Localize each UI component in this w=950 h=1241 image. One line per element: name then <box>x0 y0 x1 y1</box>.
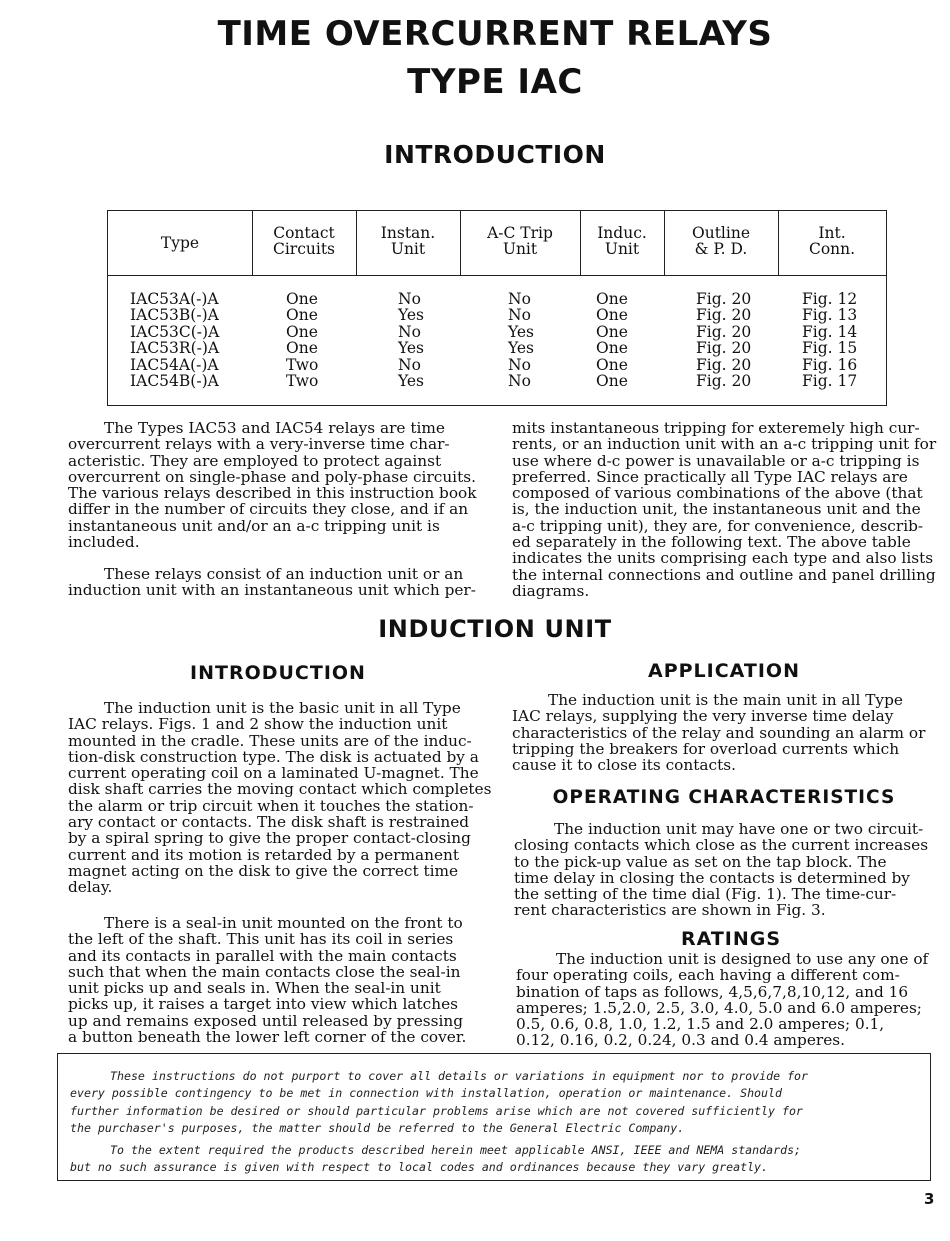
text-line: tion-disk construction type. The disk is actuated by a <box>68 747 479 766</box>
text-line: every possible contingency to be met in connection with installation, operation or maintenance. Should <box>70 1086 782 1101</box>
text-line: 0.5, 0.6, 0.8, 1.0, 1.2, 1.5 and 2.0 amperes; 0.1, <box>516 1015 885 1034</box>
text-line: The induction unit is designed to use any one of <box>556 950 929 968</box>
header-induc-unit: Induc. Unit <box>597 224 647 258</box>
table-cell: One <box>596 306 628 325</box>
ratings-paragraph <box>516 951 938 1049</box>
table-cell: IAC53B(-)A <box>130 306 219 325</box>
text-line: the setting of the time dial (Fig. 1). The time-cur- <box>514 885 897 904</box>
table-cell: No <box>508 372 531 391</box>
table-cell: Fig. 13 <box>802 306 858 325</box>
text-line: is, the induction unit, the instantaneous unit and the <box>512 500 921 519</box>
induction-intro-paragraph-1 <box>68 700 490 896</box>
application-paragraph <box>512 692 936 773</box>
header-ac-trip-unit: A-C Trip Unit <box>487 224 553 258</box>
relay-units-table <box>107 210 887 406</box>
text-line: diagrams. <box>512 581 590 600</box>
text-line: magnet acting on the disk to give the correct time <box>68 861 459 880</box>
table-cell: Yes <box>508 339 535 358</box>
text-line: The induction unit is the main unit in all Type <box>548 691 903 709</box>
text-line: the alarm or trip circuit when it touches the station- <box>68 796 474 815</box>
table-cell: Yes <box>398 306 425 325</box>
text-line: 0.12, 0.16, 0.2, 0.24, 0.3 and 0.4 amperes. <box>516 1031 845 1050</box>
disclaimer-paragraph-2 <box>70 1142 801 1177</box>
table-cell: One <box>286 322 318 341</box>
text-line: indicates the units comprising each type and also lists <box>512 549 934 568</box>
text-line: the purchaser's purposes, the matter should be referred to the General Electric Company. <box>70 1120 685 1135</box>
table-cell: No <box>398 355 421 374</box>
table-cell: Yes <box>398 339 425 358</box>
text-line: tripping the breakers for overload currents which <box>512 739 900 758</box>
table-cell: No <box>398 290 421 308</box>
text-line: the internal connections and outline and panel drilling <box>512 565 936 584</box>
table-cell: One <box>286 306 318 325</box>
text-line: rent characteristics are shown in Fig. 3. <box>514 901 826 920</box>
text-line: closing contacts which close as the current increases <box>514 836 929 855</box>
document-title-line1: TIME OVERCURRENT RELAYS <box>217 14 773 54</box>
table-cell: One <box>596 339 628 358</box>
table-cell: Two <box>286 355 319 374</box>
table-cell: No <box>508 290 531 308</box>
table-cell: Fig. 20 <box>696 339 752 358</box>
table-cell: One <box>596 372 628 391</box>
text-line: overcurrent on single-phase and poly-phase circuits. <box>68 467 476 486</box>
table-cell: Fig. 12 <box>802 290 858 308</box>
text-line: acteristic. They are employed to protect against <box>68 451 442 470</box>
text-line: and its contacts in parallel with the main contacts <box>68 946 457 965</box>
table-cell: IAC53A(-)A <box>130 290 219 308</box>
header-type: Type <box>160 234 200 252</box>
text-line: These relays consist of an induction unit or an <box>104 565 464 583</box>
text-line: The Types IAC53 and IAC54 relays are time <box>104 419 445 437</box>
text-line: current operating coil on a laminated U-magnet. The <box>68 764 479 783</box>
header-instan-unit: Instan. Unit <box>380 224 436 258</box>
intro-paragraph-2 <box>68 566 488 599</box>
header-int-conn: Int. Conn. <box>808 224 856 258</box>
text-line: The induction unit may have one or two circuit- <box>554 820 924 838</box>
table-cell: One <box>286 290 318 308</box>
text-line: up and remains exposed until released by pressing <box>68 1011 463 1030</box>
application-heading: APPLICATION <box>648 660 800 682</box>
text-line: composed of various combinations of the above (that <box>512 484 923 503</box>
text-line: current and its motion is retarded by a permanent <box>68 845 460 864</box>
column-type <box>130 291 219 389</box>
column-instan-unit <box>398 291 424 389</box>
text-line: a-c tripping unit), they are, for convenience, describ- <box>512 516 924 535</box>
column-ac-trip-unit <box>508 291 534 389</box>
text-line: instantaneous unit and/or an a-c tripping unit is <box>68 516 440 535</box>
header-outline-pd: Outline & P. D. <box>692 224 750 258</box>
text-line: The various relays described in this instruction book <box>68 484 477 503</box>
table-cell: IAC54A(-)A <box>130 355 219 374</box>
operating-characteristics-heading: OPERATING CHARACTERISTICS <box>552 787 896 808</box>
header-contact-circuits: Contact Circuits <box>272 224 336 258</box>
table-cell: Fig. 20 <box>696 322 752 341</box>
table-cell: Fig. 14 <box>802 322 858 341</box>
text-line: to the pick-up value as set on the tap block. The <box>514 852 887 871</box>
text-line: bination of taps as follows, 4,5,6,7,8,10,12, and 16 <box>516 982 909 1001</box>
table-cell: IAC53C(-)A <box>130 322 220 341</box>
table-cell: Fig. 17 <box>802 372 858 391</box>
text-line: The induction unit is the basic unit in all Type <box>104 699 461 717</box>
text-line: use where d-c power is unavailable or a-c tripping is <box>512 451 920 470</box>
table-cell: No <box>398 322 421 341</box>
table-cell: Fig. 16 <box>802 355 858 374</box>
text-line: IAC relays. Figs. 1 and 2 show the induction unit <box>68 715 448 734</box>
induction-introduction-heading: INTRODUCTION <box>190 662 366 684</box>
text-line: rents, or an induction unit with an a-c tripping unit for <box>512 435 937 454</box>
intro-paragraph-1 <box>68 420 488 550</box>
text-line: induction unit with an instantaneous unit which per- <box>68 581 476 600</box>
intro-paragraph-right <box>512 419 937 600</box>
text-line: unit picks up and seals in. When the seal-in unit <box>68 979 441 998</box>
table-cell: One <box>596 355 628 374</box>
text-line: amperes; 1.5,2.0, 2.5, 3.0, 4.0, 5.0 and 6.0 amperes; <box>516 998 922 1017</box>
induction-unit-heading: INDUCTION UNIT <box>378 615 612 643</box>
introduction-heading: INTRODUCTION <box>384 140 606 169</box>
text-line: time delay in closing the contacts is determined by <box>514 868 910 887</box>
text-line: characteristics of the relay and sounding an alarm or <box>512 723 926 742</box>
text-line: included. <box>68 533 140 552</box>
table-cell: Fig. 20 <box>696 372 752 391</box>
column-contact-circuits <box>286 291 318 389</box>
column-outline-pd <box>696 291 751 389</box>
text-line: delay. <box>68 878 113 897</box>
text-line: by a spiral spring to give the proper contact-closing <box>68 829 471 848</box>
ratings-heading: RATINGS <box>680 928 782 950</box>
table-cell: Fig. 20 <box>696 306 752 325</box>
table-cell: IAC53R(-)A <box>130 339 220 358</box>
table-cell: One <box>596 290 628 308</box>
text-line: such that when the main contacts close the seal-in <box>68 962 461 981</box>
text-line: but no such assurance is given with respect to local codes and ordinances because they vary greatly. <box>70 1160 769 1175</box>
page-number: 3 <box>924 1190 935 1208</box>
document-title-line2: TYPE IAC <box>407 62 583 102</box>
text-line: cause it to close its contacts. <box>512 756 736 775</box>
column-int-conn <box>802 291 857 389</box>
text-line: These instructions do not purport to cover all details or variations in equipment nor to provide for <box>110 1069 809 1083</box>
table-cell: IAC54B(-)A <box>130 372 219 391</box>
table-cell: Fig. 15 <box>802 339 858 358</box>
table-cell: One <box>596 322 628 341</box>
table-cell: No <box>508 306 531 325</box>
table-header-rule <box>108 275 886 276</box>
text-line: preferred. Since practically all Type IAC relays are <box>512 467 908 486</box>
text-line: four operating coils, each having a different com- <box>516 966 900 985</box>
column-induc-unit <box>596 291 628 389</box>
text-line: mounted in the cradle. These units are of the induc- <box>68 731 472 750</box>
text-line: mits instantaneous tripping for exteremely high cur- <box>512 419 920 437</box>
table-cell: Fig. 20 <box>696 290 752 308</box>
induction-intro-paragraph-2 <box>68 915 490 1045</box>
text-line: To the extent required the products described herein meet applicable ANSI, IEEE and NEMA standards; <box>110 1143 802 1157</box>
table-cell: Two <box>286 372 319 391</box>
text-line: IAC relays, supplying the very inverse time delay <box>512 707 894 726</box>
table-cell: Yes <box>508 322 535 341</box>
text-line: There is a seal-in unit mounted on the front to <box>104 914 463 932</box>
disclaimer-box <box>57 1053 931 1181</box>
text-line: a button beneath the lower left corner of the cover. <box>68 1028 467 1047</box>
text-line: differ in the number of circuits they close, and if an <box>68 500 469 519</box>
operating-characteristics-paragraph <box>514 821 936 919</box>
text-line: overcurrent relays with a very-inverse time char- <box>68 435 450 454</box>
text-line: the left of the shaft. This unit has its coil in series <box>68 930 454 949</box>
table-cell: Fig. 20 <box>696 355 752 374</box>
table-cell: No <box>508 355 531 374</box>
table-cell: One <box>286 339 318 358</box>
disclaimer-paragraph-1 <box>70 1068 808 1137</box>
text-line: ed separately in the following text. The above table <box>512 533 911 552</box>
text-line: further information be desired or should particular problems arise which are not covered sufficiently for <box>70 1103 803 1118</box>
text-line: picks up, it raises a target into view which latches <box>68 995 458 1014</box>
text-line: ary contact or contacts. The disk shaft is restrained <box>68 813 470 832</box>
table-cell: Yes <box>398 372 425 391</box>
text-line: disk shaft carries the moving contact which completes <box>68 780 492 799</box>
